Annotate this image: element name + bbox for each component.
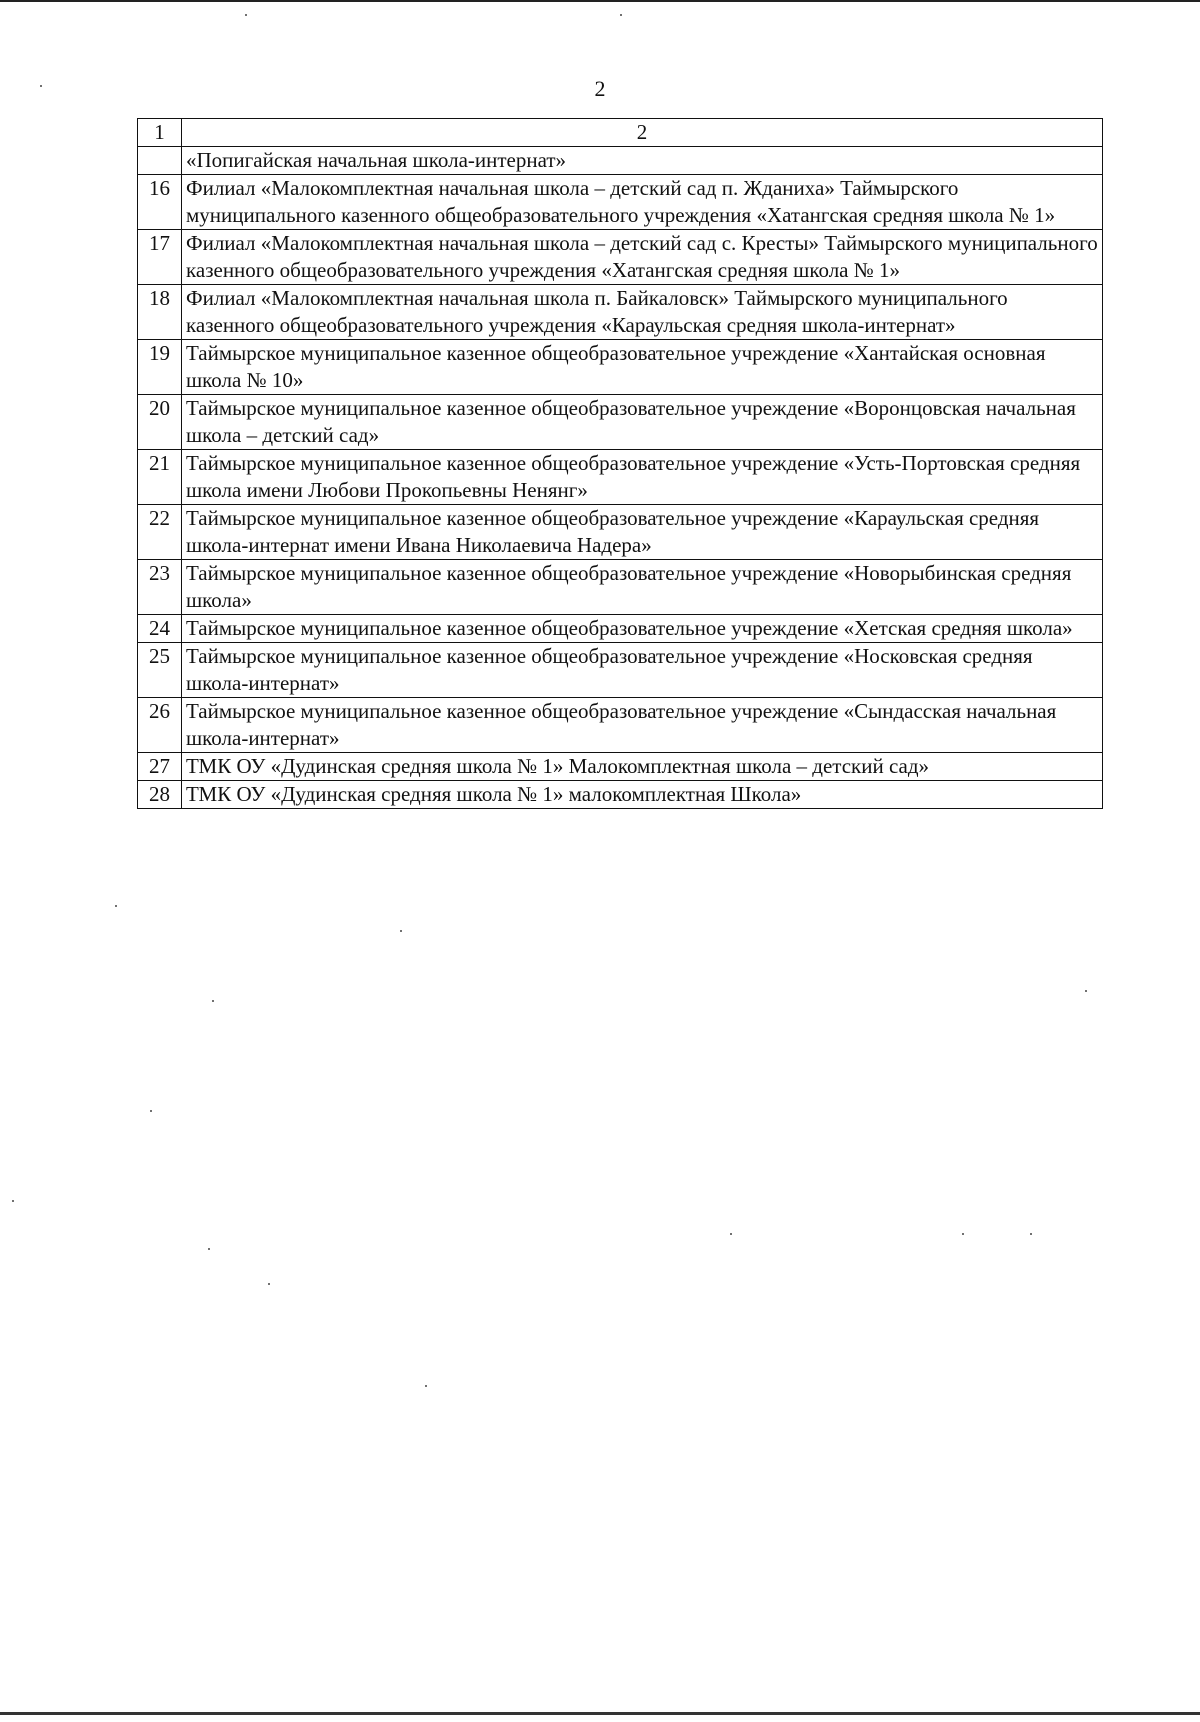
row-number: 19 xyxy=(138,340,182,395)
scan-speck xyxy=(12,1200,14,1202)
scan-speck xyxy=(730,1233,732,1235)
scan-edge-top xyxy=(0,0,1200,2)
table-header-row xyxy=(138,119,1103,147)
table-row xyxy=(138,395,1103,450)
table-row xyxy=(138,560,1103,615)
institution-name: Филиал «Малокомплектная начальная школа – детский сад с. Кресты» Таймырского муниципального казенного общеобразовательного учреждения «Хатангская средняя школа № 1» xyxy=(182,230,1103,285)
row-number: 23 xyxy=(138,560,182,615)
scan-speck xyxy=(245,14,247,16)
institution-name: ТМК ОУ «Дудинская средняя школа № 1» Малокомплектная школа – детский сад» xyxy=(182,753,1103,781)
institution-name: Филиал «Малокомплектная начальная школа – детский сад п. Жданиха» Таймырского муниципального казенного общеобразовательного учреждения «Хатангская средняя школа № 1» xyxy=(182,175,1103,230)
table-row xyxy=(138,615,1103,643)
table-row xyxy=(138,340,1103,395)
row-number: 28 xyxy=(138,781,182,809)
header-col-name: 2 xyxy=(182,119,1103,147)
table-row xyxy=(138,147,1103,175)
scan-speck xyxy=(962,1233,964,1235)
institution-name: Таймырское муниципальное казенное общеобразовательное учреждение «Воронцовская начальная школа – детский сад» xyxy=(182,395,1103,450)
institution-name: Таймырское муниципальное казенное общеобразовательное учреждение «Носковская средняя школа-интернат» xyxy=(182,643,1103,698)
table-body xyxy=(138,119,1103,809)
table-row xyxy=(138,505,1103,560)
scan-speck xyxy=(268,1283,270,1285)
row-number: 17 xyxy=(138,230,182,285)
row-number: 18 xyxy=(138,285,182,340)
institution-name: Таймырское муниципальное казенное общеобразовательное учреждение «Хетская средняя школа» xyxy=(182,615,1103,643)
scan-speck xyxy=(1030,1233,1032,1235)
header-col-number: 1 xyxy=(138,119,182,147)
table-row xyxy=(138,285,1103,340)
table-row xyxy=(138,698,1103,753)
institution-name: Таймырское муниципальное казенное общеобразовательное учреждение «Новорыбинская средняя школа» xyxy=(182,560,1103,615)
table-row xyxy=(138,175,1103,230)
row-number: 21 xyxy=(138,450,182,505)
row-number: 16 xyxy=(138,175,182,230)
institution-name: Таймырское муниципальное казенное общеобразовательное учреждение «Усть-Портовская средняя школа имени Любови Прокопьевны Ненянг» xyxy=(182,450,1103,505)
institution-name: ТМК ОУ «Дудинская средняя школа № 1» малокомплектная Школа» xyxy=(182,781,1103,809)
scan-speck xyxy=(115,905,117,907)
row-number xyxy=(138,147,182,175)
table-row xyxy=(138,230,1103,285)
row-number: 25 xyxy=(138,643,182,698)
scan-speck xyxy=(1085,990,1087,992)
table-row xyxy=(138,450,1103,505)
table-row xyxy=(138,643,1103,698)
institution-name: «Попигайская начальная школа-интернат» xyxy=(182,147,1103,175)
scan-speck xyxy=(425,1385,427,1387)
scan-speck xyxy=(620,14,622,16)
scan-speck xyxy=(400,930,402,932)
institution-name: Таймырское муниципальное казенное общеобразовательное учреждение «Хантайская основная школа № 10» xyxy=(182,340,1103,395)
row-number: 27 xyxy=(138,753,182,781)
scan-speck xyxy=(212,1000,214,1002)
page-number: 2 xyxy=(594,76,606,101)
scan-speck xyxy=(208,1248,210,1250)
scan-speck xyxy=(40,85,42,87)
institution-name: Таймырское муниципальное казенное общеобразовательное учреждение «Сындасская начальная школа-интернат» xyxy=(182,698,1103,753)
scan-edge-bottom xyxy=(0,1712,1200,1715)
table-row xyxy=(138,753,1103,781)
institution-name: Филиал «Малокомплектная начальная школа п. Байкаловск» Таймырского муниципального казенного общеобразовательного учреждения «Караульская средняя школа-интернат» xyxy=(182,285,1103,340)
table-row xyxy=(138,781,1103,809)
scan-speck xyxy=(150,1110,152,1112)
row-number: 24 xyxy=(138,615,182,643)
row-number: 22 xyxy=(138,505,182,560)
row-number: 26 xyxy=(138,698,182,753)
row-number: 20 xyxy=(138,395,182,450)
institutions-table xyxy=(137,118,1103,809)
institution-name: Таймырское муниципальное казенное общеобразовательное учреждение «Караульская средняя школа-интернат имени Ивана Николаевича Надера» xyxy=(182,505,1103,560)
